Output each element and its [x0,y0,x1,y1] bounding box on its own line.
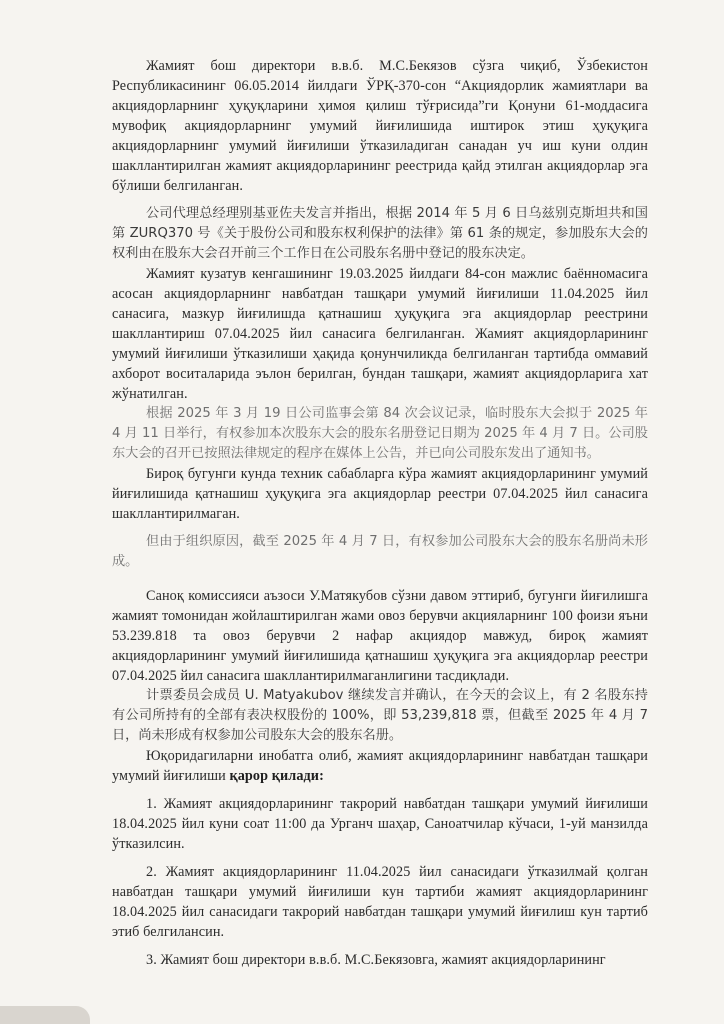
paragraph-register-not-formed: Бироқ бугунги кунда техник сабабларга кўра жамият акциядорларининг умумий йиғилишида қатнашиш ҳуқуқига эга акциядорлар реестри 07.04.2025 йил санасига шакллантирилмаган. [112,466,648,522]
paragraph-register-not-formed-chinese: 但由于组织原因，截至 2025 年 4 月 7 日，有权参加公司股东大会的股东名册尚未形成。 [112,534,648,569]
resolution-item-1: 1. Жамият акциядорларининг такрорий навбатдан ташқари умумий йиғилиши 18.04.2025 йил куни соат 11:00 да Урганч шаҳар, Саноатчилар кўчаси, 1-уй манзилда ўтказилсин. [112,796,648,852]
scan-edge-smudge [0,1006,90,1024]
paragraph-director-speech-chinese: 公司代理总经理别基亚佐夫发言并指出，根据 2014 年 5 月 6 日乌兹别克斯坦共和国第 ZURQ370 号《关于股份公司和股东权利保护的法律》第 61 条的规定，参加股东大会的权利由在股东大会召开前三个工作日在公司股东名册中登记的股东决定。 [112,206,648,261]
paragraph-director-speech: Жамият бош директори в.в.б. М.С.Бекязов сўзга чиқиб, Ўзбекистон Республикасининг 06.05.2014 йилдаги ЎРҚ-370-сон “Акциядорлик жамиятлари ва акциядорларнинг ҳуқуқларини ҳимоя қилиш тўғрисида”ги Қонуни 61-моддасига мувофиқ акциядорларнинг умумий йиғилишида иштирок этиш ҳуқуқига акциядорларнинг умумий йиғилиши ўтказиладиган санадан уч иш куни олдин шакллантирилган жамият акциядорларининг реестрида қайд этилган акциядорлар эга бўлиши белгиланган. [112,58,648,194]
paragraph-counting-commission-chinese: 计票委员会成员 U. Matyakubov 继续发言并确认，在今天的会议上，有 2 名股东持有公司所持有的全部有表决权股份的 100%，即 53,239,818 票，但截至 2025 年 4 月 7 日，尚未形成有权参加公司股东大会的股东名册。 [112,688,648,743]
paragraph-counting-commission: Саноқ комиссияси аъзоси У.Матякубов сўзни давом эттириб, бугунги йиғилишга жамият томонидан жойлаштирилган жами овоз берувчи акцияларнинг 100 фоизи яъни 53.239.818 та овоз берувчи 2 нафар акциядор мавжуд, бироқ жамият акциядорларининг умумий йиғилишида қатнашиш ҳуқуқига эга акциядорлар реестри 07.04.2025 йил санасига шакллантирилмаганлигини тасдиқлади. [112,588,648,684]
resolution-item-3: 3. Жамият бош директори в.в.б. М.С.Бекязовга, жамият акциядорларининг [146,952,606,968]
paragraph-supervisory-board-chinese: 根据 2025 年 3 月 19 日公司监事会第 84 次会议记录，临时股东大会拟于 2025 年 4 月 11 日举行，有权参加本次股东大会的股东名册登记日期为 2025 年 4 月 7 日。公司股东大会的召开已按照法律规定的程序在媒体上公告，并已向公司股东发出了通知书。 [112,406,648,461]
document-body [112,56,648,970]
resolution-heading: қарор қилади: [229,768,324,784]
paragraph-supervisory-board: Жамият кузатув кенгашининг 19.03.2025 йилдаги 84-сон мажлис баённомасига асосан акциядорларнинг навбатдан ташқари умумий йиғилиши 11.04.2025 йил санасига, мазкур йиғилишда қатнашиш ҳуқуқига эга акциядорлар реестрини шакллантириш 07.04.2025 йил санасига белгиланган. Жамият акциядорларининг умумий йиғилиши ўтказилиши ҳақида қонунчиликда белгиланган тартибда оммавий ахборот воситаларида эълон берилган, бундан ташқари, жамият акциядорларига хат жўнатилган. [112,266,648,402]
resolution-item-2: 2. Жамият акциядорларининг 11.04.2025 йил санасидаги ўтказилмай қолган навбатдан ташқари умумий йиғилиши кун тартиби жамият акциядорларининг 18.04.2025 йил санасидаги такрорий навбатдан ташқари умумий йиғилиш кун тартиб этиб белгилансин. [112,864,648,940]
paragraph-resolution-intro [112,746,648,786]
resolution-intro-text: Юқоридагиларни инобатга олиб, жамият акциядорларининг навбатдан ташқари умумий йиғилиши [112,748,648,784]
